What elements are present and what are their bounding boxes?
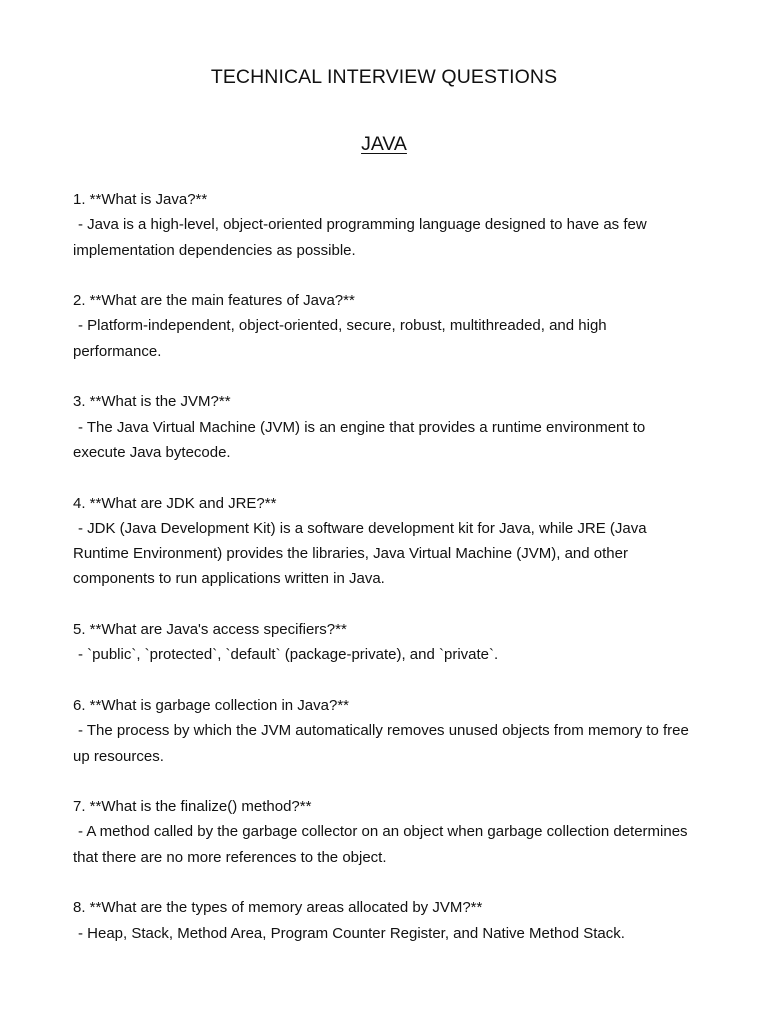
- answer-text: - Java is a high-level, object-oriented programming language designed to have as few implementation dependencies as possible.: [73, 216, 647, 259]
- answer-text: - Platform-independent, object-oriented, secure, robust, multithreaded, and high performance.: [73, 317, 607, 360]
- question-text: 2. **What are the main features of Java?**: [73, 292, 355, 310]
- answer-text: - A method called by the garbage collector on an object when garbage collection determines that there are no more references to the object.: [73, 823, 688, 866]
- question-text: 4. **What are JDK and JRE?**: [73, 494, 277, 512]
- question-item: [73, 288, 698, 364]
- question-text: 7. **What is the finalize() method?**: [73, 798, 312, 816]
- question-item: [73, 617, 698, 668]
- question-list: [73, 187, 698, 971]
- answer-text: - Heap, Stack, Method Area, Program Counter Register, and Native Method Stack.: [78, 924, 625, 942]
- answer-text: - The process by which the JVM automatically removes unused objects from memory to free up resources.: [73, 722, 689, 765]
- question-text: 8. **What are the types of memory areas allocated by JVM?**: [73, 899, 483, 917]
- answer-text: - `public`, `protected`, `default` (package-private), and `private`.: [78, 646, 499, 664]
- question-item: [73, 491, 698, 592]
- question-item: [73, 187, 698, 263]
- question-text: 6. **What is garbage collection in Java?**: [73, 696, 349, 714]
- answer-text: - JDK (Java Development Kit) is a software development kit for Java, while JRE (Java Runtime Environment) provides the libraries, Java Virtual Machine (JVM), and other components to run applications written in Java.: [73, 519, 647, 588]
- question-item: [73, 794, 698, 870]
- document-title: TECHNICAL INTERVIEW QUESTIONS: [210, 66, 558, 88]
- question-item: [73, 895, 698, 946]
- answer-text: - The Java Virtual Machine (JVM) is an engine that provides a runtime environment to execute Java bytecode.: [73, 418, 646, 461]
- question-item: [73, 693, 698, 769]
- question-text: 1. **What is Java?**: [73, 191, 208, 208]
- question-text: 5. **What are Java's access specifiers?**: [73, 621, 347, 639]
- question-text: 3. **What is the JVM?**: [73, 393, 231, 411]
- section-title: JAVA: [361, 133, 407, 155]
- question-item: [73, 389, 698, 465]
